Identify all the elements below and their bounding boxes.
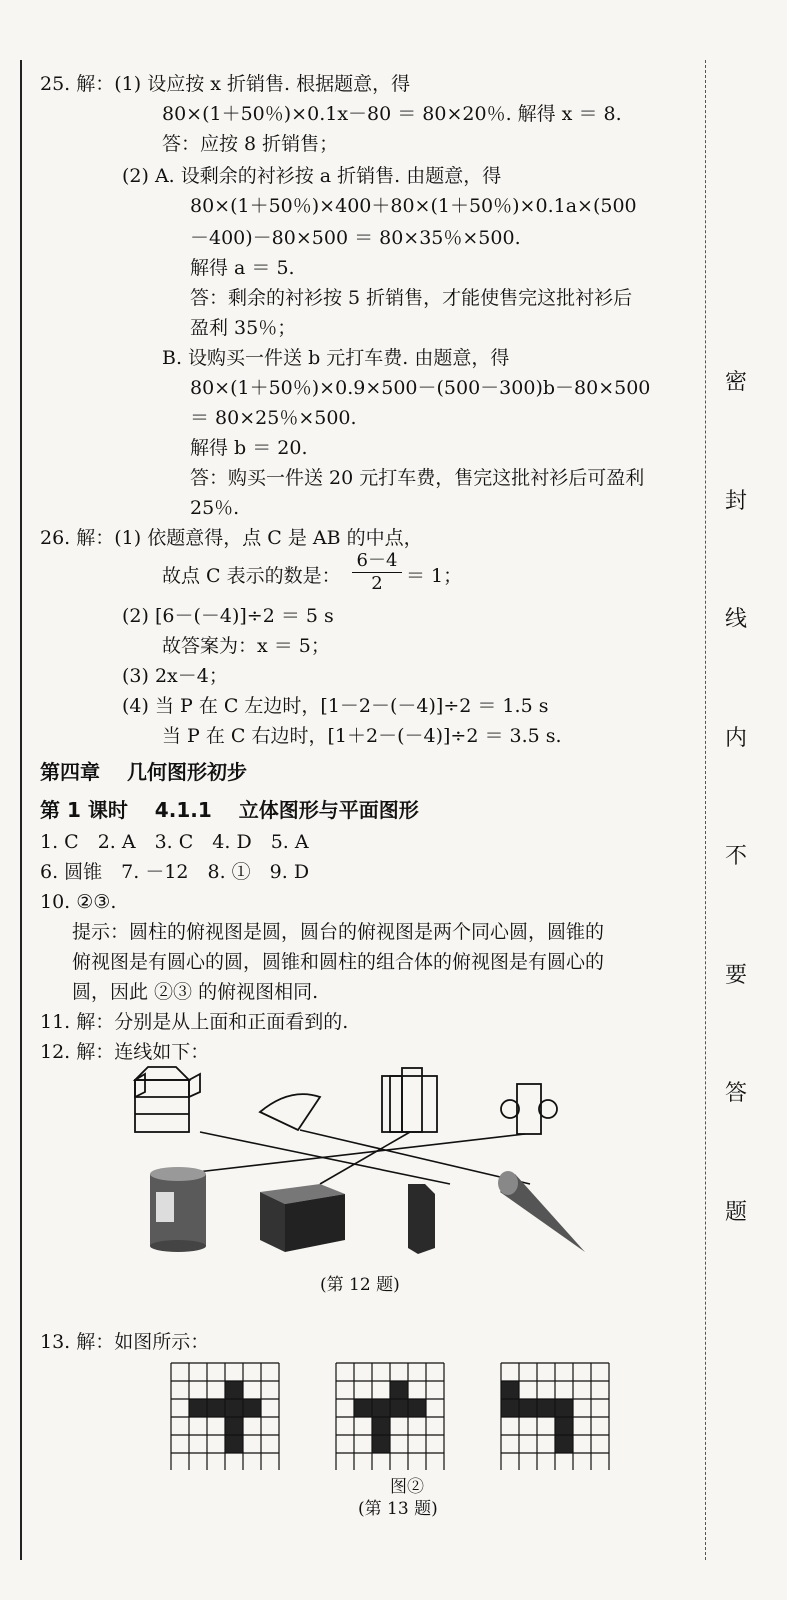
filled-cell <box>207 1399 225 1417</box>
q25-part2b-eq2: ＝ 80×25％×500. <box>190 407 357 429</box>
q25-part2a-solve: 解得 a ＝ 5. <box>190 257 295 279</box>
filled-cell <box>225 1381 243 1399</box>
grid-1 <box>171 1363 279 1470</box>
q25-part2a: (2) A. 设剩余的衬衫按 a 折销售. 由题意，得 <box>122 165 502 187</box>
q25-equation: 80×(1＋50％)×0.1x－80 ＝ 80×20％. 解得 x ＝ 8. <box>162 103 622 125</box>
q26-heading: 26. 解：(1) 依题意得，点 C 是 AB 的中点， <box>40 527 423 549</box>
q13-grids-figure <box>170 1362 640 1470</box>
answers-6-9: 6. 圆锥 7. －12 8. ① 9. D <box>40 861 310 883</box>
seal-dashed-line <box>705 60 707 1560</box>
filled-cell <box>354 1399 372 1417</box>
cuboid-net-icon <box>382 1068 437 1132</box>
q26-part2-answer: 故答案为：x ＝ 5； <box>162 635 330 657</box>
filled-cell <box>537 1399 555 1417</box>
q25-part2b: B. 设购买一件送 b 元打车费. 由题意，得 <box>162 347 510 369</box>
seal-char: 要 <box>724 963 747 988</box>
filled-cell <box>390 1399 408 1417</box>
box-net-icon <box>135 1067 200 1132</box>
q25-answer: 答：应按 8 折销售； <box>162 133 339 155</box>
figure-2-label: 图② <box>390 1477 424 1497</box>
chapter-title: 第四章 几何图形初步 <box>40 760 247 784</box>
filled-cell <box>390 1381 408 1399</box>
q25-part2a-answer-cont: 盈利 35％； <box>190 317 297 339</box>
filled-cell <box>372 1399 390 1417</box>
filled-cell <box>555 1435 573 1453</box>
fraction-denominator: 2 <box>371 573 383 594</box>
filled-cell <box>519 1399 537 1417</box>
q10-hint-line3: 圆，因此 ②③ 的俯视图相同. <box>72 981 319 1003</box>
q12-caption: (第 12 题) <box>320 1275 400 1295</box>
q26-part1-result: ＝ 1； <box>406 565 463 587</box>
left-margin-rule <box>20 60 22 1560</box>
filled-cell <box>225 1417 243 1435</box>
q13-caption: (第 13 题) <box>358 1499 438 1519</box>
q25-part2b-solve: 解得 b ＝ 20. <box>190 437 308 459</box>
q26-fraction <box>352 546 402 594</box>
q25-part2b-answer: 答：购买一件送 20 元打车费，售完这批衬衫后可盈利 <box>190 467 645 489</box>
seal-char: 题 <box>724 1200 747 1225</box>
cylinder-can-icon <box>150 1167 206 1252</box>
filled-cell <box>555 1417 573 1435</box>
q10-hint-line2: 俯视图是有圆心的圆，圆锥和圆柱的组合体的俯视图是有圆心的 <box>72 951 605 973</box>
q26-part4-right: 当 P 在 C 右边时，[1＋2－(－4)]÷2 ＝ 3.5 s. <box>162 725 562 747</box>
filled-cell <box>372 1417 390 1435</box>
filled-cell <box>372 1435 390 1453</box>
q25-part2a-eq2: －400)－80×500 ＝ 80×35％×500. <box>190 227 521 249</box>
q25-part2a-answer: 答：剩余的衬衫按 5 折销售，才能使售完这批衬衫后 <box>190 287 633 309</box>
cylinder-net-icon <box>501 1084 557 1134</box>
answers-1-5: 1. C 2. A 3. C 4. D 5. A <box>40 831 309 853</box>
filled-cell <box>408 1399 426 1417</box>
lesson-title: 第 1 课时 4.1.1 立体图形与平面图形 <box>40 798 419 822</box>
seal-char: 答 <box>724 1081 747 1106</box>
q26-part1-text: 故点 C 表示的数是： <box>162 565 341 587</box>
q25-heading: 25. 解：(1) 设应按 x 折销售. 根据题意，得 <box>40 73 411 95</box>
q26-part4-left: (4) 当 P 在 C 左边时，[1－2－(－4)]÷2 ＝ 1.5 s <box>122 695 549 717</box>
q26-part3: (3) 2x－4； <box>122 665 228 687</box>
q25-part2b-answer-cont: 25％. <box>190 497 240 519</box>
fraction-numerator: 6－4 <box>352 546 402 573</box>
cuboid-box-icon <box>260 1184 345 1252</box>
filled-cell <box>555 1399 573 1417</box>
seal-char: 封 <box>724 489 747 514</box>
answer-12: 12. 解：连线如下： <box>40 1041 210 1063</box>
answer-13: 13. 解：如图所示： <box>40 1331 210 1353</box>
filled-cell <box>225 1399 243 1417</box>
matching-lines <box>180 1130 530 1184</box>
filled-cell <box>243 1399 261 1417</box>
filled-cell <box>501 1381 519 1399</box>
filled-cell <box>225 1435 243 1453</box>
match-line <box>200 1132 450 1184</box>
q26-part2: (2) [6－(－4)]÷2 ＝ 5 s <box>122 605 334 627</box>
seal-char: 内 <box>724 726 747 751</box>
answer-10: 10. ②③. <box>40 891 117 913</box>
q10-hint-line1: 提示：圆柱的俯视图是圆，圆台的俯视图是两个同心圆，圆锥的 <box>72 921 605 943</box>
q25-part2b-eq1: 80×(1＋50％)×0.9×500－(500－300)b－80×500 <box>190 377 651 399</box>
seal-char: 密 <box>724 370 747 395</box>
answer-11: 11. 解：分别是从上面和正面看到的. <box>40 1011 349 1033</box>
seal-char: 线 <box>724 607 747 632</box>
filled-cell <box>501 1399 519 1417</box>
prism-icon <box>408 1184 435 1254</box>
grid-2 <box>336 1363 444 1470</box>
grid-3 <box>501 1363 609 1470</box>
q12-matching-figure <box>120 1062 600 1262</box>
sector-shape-icon <box>260 1094 320 1130</box>
match-line <box>180 1134 525 1174</box>
filled-cell <box>189 1399 207 1417</box>
cone-icon <box>498 1171 585 1252</box>
q25-part2a-eq1: 80×(1＋50％)×400＋80×(1＋50％)×0.1a×(500 <box>190 195 637 217</box>
seal-char: 不 <box>724 844 747 869</box>
match-line <box>320 1132 410 1184</box>
